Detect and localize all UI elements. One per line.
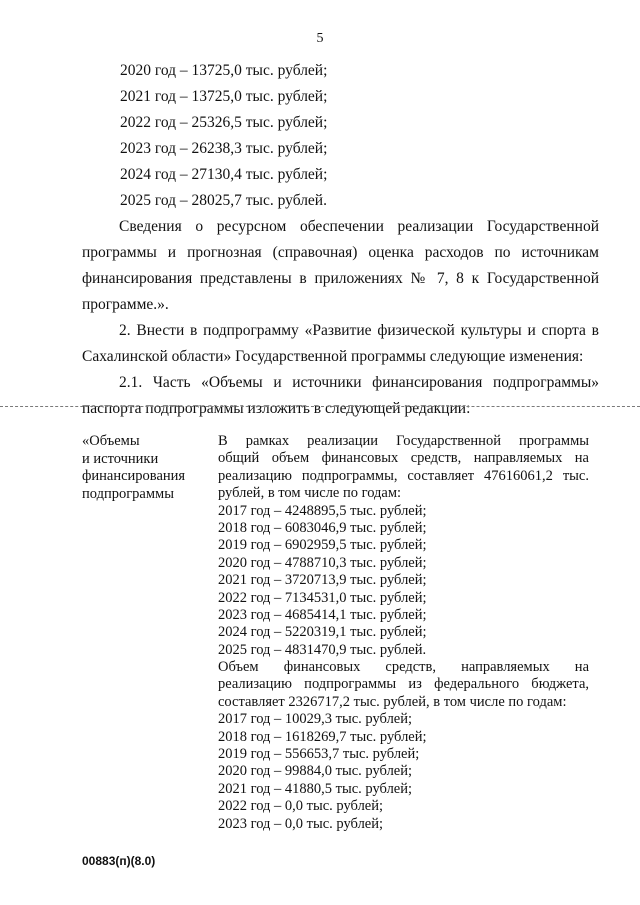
table-value-cell xyxy=(218,433,589,833)
year-line: 2023 год – 26238,3 тыс. рублей; xyxy=(120,140,328,157)
total-year-line: 2018 год – 6083046,9 тыс. рублей; xyxy=(218,519,427,536)
year-list xyxy=(120,58,327,214)
federal-year-line: 2022 год – 0,0 тыс. рублей; xyxy=(218,798,384,815)
paragraph-line: паспорта подпрограммы изложить в следующей редакции: xyxy=(82,400,471,417)
paragraph-line: Сведения о ресурсном обеспечении реализации Государственной xyxy=(119,218,599,235)
value-line: реализацию подпрограммы, составляет 47616061,2 тыс. xyxy=(218,467,589,484)
subsection-paragraph xyxy=(82,370,599,422)
total-year-line: 2023 год – 4685414,1 тыс. рублей; xyxy=(218,606,427,623)
year-line: 2024 год – 27130,4 тыс. рублей; xyxy=(120,166,328,183)
year-line: 2022 год – 25326,5 тыс. рублей; xyxy=(120,114,328,131)
table-label-cell xyxy=(82,433,212,503)
paragraph-line: программе.». xyxy=(82,296,169,313)
document-code: 00883(п)(8.0) xyxy=(82,854,156,868)
year-line: 2025 год – 28025,7 тыс. рублей. xyxy=(120,192,327,209)
value-line: В рамках реализации Государственной программы xyxy=(218,433,589,449)
paragraph-line: программы и прогнозная (справочная) оценка расходов по источникам xyxy=(82,244,599,261)
federal-year-line: 2021 год – 41880,5 тыс. рублей; xyxy=(218,780,413,797)
federal-year-line: 2023 год – 0,0 тыс. рублей; xyxy=(218,815,384,832)
total-year-line: 2021 год – 3720713,9 тыс. рублей; xyxy=(218,572,427,589)
page-number: 5 xyxy=(316,31,324,46)
value-line: Объем финансовых средств, направляемых на xyxy=(218,659,589,676)
total-year-line: 2020 год – 4788710,3 тыс. рублей; xyxy=(218,554,427,571)
value-line: общий объем финансовых средств, направляемых на xyxy=(218,450,589,467)
year-line: 2021 год – 13725,0 тыс. рублей; xyxy=(120,88,328,105)
federal-year-line: 2020 год – 99884,0 тыс. рублей; xyxy=(218,763,413,780)
total-year-line: 2024 год – 5220319,1 тыс. рублей; xyxy=(218,624,427,641)
paragraph-line: 2. Внести в подпрограмму «Развитие физической культуры и спорта в xyxy=(119,322,599,339)
total-year-line: 2022 год – 7134531,0 тыс. рублей; xyxy=(218,589,427,606)
paragraph-line: финансирования представлены в приложениях № 7, 8 к Государственной xyxy=(82,270,599,287)
label-line: и источники xyxy=(82,450,159,467)
total-year-line: 2017 год – 4248895,5 тыс. рублей; xyxy=(218,502,427,519)
value-line: реализацию подпрограммы из федерального бюджета, xyxy=(218,676,589,693)
value-line: составляет 2326717,2 тыс. рублей, в том числе по годам: xyxy=(218,693,567,710)
total-year-line: 2025 год – 4831470,9 тыс. рублей. xyxy=(218,641,427,658)
year-line: 2020 год – 13725,0 тыс. рублей; xyxy=(120,62,328,79)
resource-info-paragraph xyxy=(82,214,599,318)
federal-year-line: 2017 год – 10029,3 тыс. рублей; xyxy=(218,711,413,728)
federal-year-line: 2018 год – 1618269,7 тыс. рублей; xyxy=(218,728,427,745)
paragraph-line: Сахалинской области» Государственной программы следующие изменения: xyxy=(82,348,584,365)
label-line: подпрограммы xyxy=(82,485,174,502)
federal-year-line: 2019 год – 556653,7 тыс. рублей; xyxy=(218,746,420,763)
label-line: финансирования xyxy=(82,468,186,484)
amendment-paragraph xyxy=(82,318,599,370)
total-year-line: 2019 год – 6902959,5 тыс. рублей; xyxy=(218,537,427,554)
paragraph-line: 2.1. Часть «Объемы и источники финансирования подпрограммы» xyxy=(119,374,599,391)
label-line: «Объемы xyxy=(82,433,140,449)
value-line: рублей, в том числе по годам: xyxy=(218,485,402,502)
scan-fold-line xyxy=(0,406,640,407)
